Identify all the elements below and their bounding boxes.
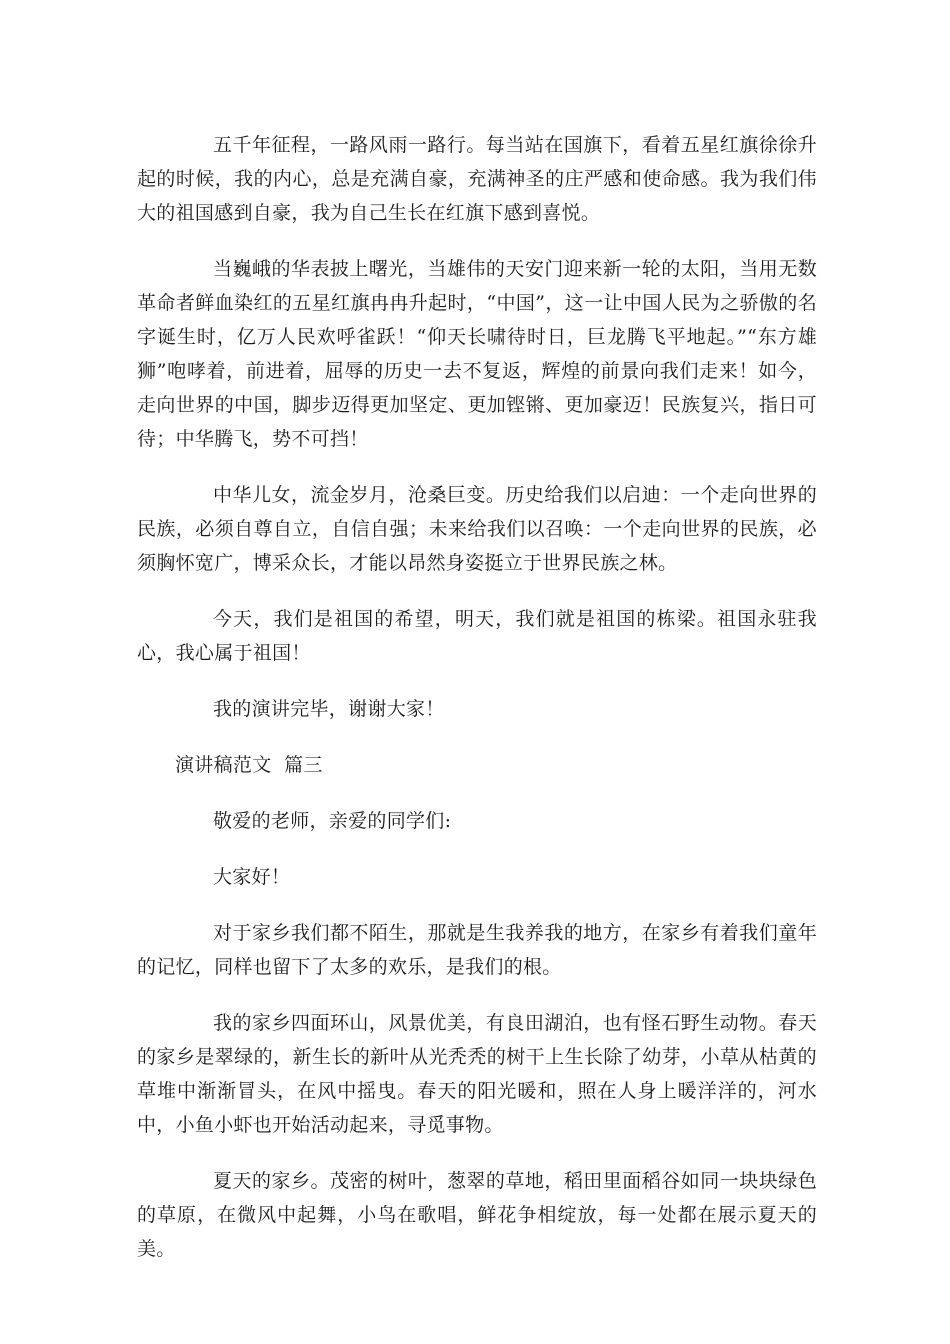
document-body xyxy=(137,128,817,1288)
paragraph: 中华儿女，流金岁月，沧桑巨变。历史给我们以启迪：一个走向世界的民族，必须自尊自立，自信自强；未来给我们以召唤：一个走向世界的民族，必须胸怀宽广，博采众长，才能以昂然身姿挺立于世界民族之林。 xyxy=(137,484,817,574)
paragraph: 夏天的家乡。茂密的树叶，葱翠的草地，稻田里面稻谷如同一块块绿色的草原，在微风中起舞，小鸟在歌唱，鲜花争相绽放，每一处都在展示夏天的美。 xyxy=(137,1170,817,1260)
paragraph: 五千年征程，一路风雨一路行。每当站在国旗下，看着五星红旗徐徐升起的时候，我的内心，总是充满自豪，充满神圣的庄严感和使命感。我为我们伟大的祖国感到自豪，我为自己生长在红旗下感到喜悦。 xyxy=(137,134,817,224)
paragraph: 对于家乡我们都不陌生，那就是生我养我的地方，在家乡有着我们童年的记忆，同样也留下了太多的欢乐，是我们的根。 xyxy=(137,922,817,978)
paragraph: 大家好！ xyxy=(213,866,291,888)
paragraph: 敬爱的老师，亲爱的同学们: xyxy=(213,810,452,832)
paragraph: 当巍峨的华表披上曙光，当雄伟的天安门迎来新一轮的太阳，当用无数革命者鲜血染红的五星红旗冉冉升起时，“中国”，这一让中国人民为之骄傲的名字诞生时，亿万人民欢呼雀跃！“仰天长啸待时日，巨龙腾飞平地起。”“东方雄狮”咆哮着，前进着，屈辱的历史一去不复返，辉煌的前景向我们走来！如今，走向世界的中国，脚步迈得更加坚定、更加铿锵、更加豪迈！民族复兴，指日可待；中华腾飞，势不可挡！ xyxy=(137,258,817,450)
paragraph: 我的家乡四面环山，风景优美，有良田湖泊，也有怪石野生动物。春天的家乡是翠绿的，新生长的新叶从光秃秃的树干上生长除了幼芽，小草从枯黄的草堆中渐渐冒头，在风中摇曳。春天的阳光暖和，照在人身上暖洋洋的，河水中，小鱼小虾也开始活动起来，寻觅事物。 xyxy=(137,1012,817,1136)
section-heading: 演讲稿范文 篇三 xyxy=(175,754,323,776)
paragraph: 我的演讲完毕，谢谢大家！ xyxy=(213,698,445,720)
paragraph: 今天，我们是祖国的希望，明天，我们就是祖国的栋梁。祖国永驻我心，我心属于祖国！ xyxy=(137,608,817,664)
